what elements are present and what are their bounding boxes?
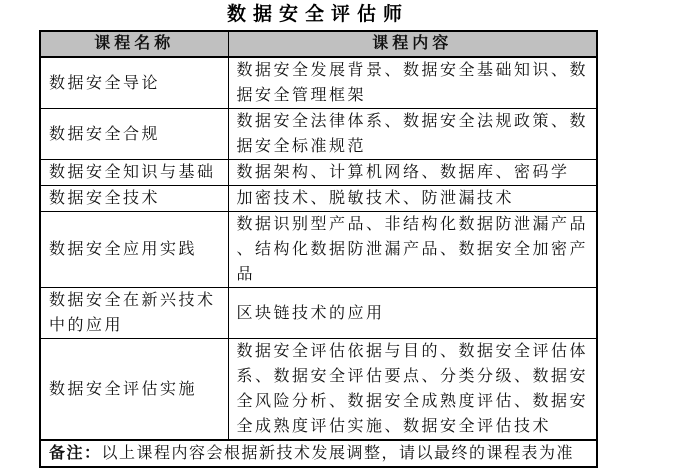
course-content-cell: 区块链技术的应用 xyxy=(228,288,597,339)
note-text: 以上课程内容会根据新技术发展调整，请以最终的课程表为准 xyxy=(101,445,575,462)
note-cell xyxy=(40,440,597,467)
note-row xyxy=(40,440,597,467)
course-content-cell: 数据识别型产品、非结构化数据防泄漏产品、结构化数据防泄漏产品、数据安全加密产品 xyxy=(228,212,597,288)
course-content-cell: 数据安全评估依据与目的、数据安全评估体系、数据安全评估要点、分类分级、数据安全风险分析、数据安全成熟度评估、数据安全成熟度评估实施、数据安全评估技术 xyxy=(228,339,597,441)
course-name-cell: 数据安全合规 xyxy=(40,109,228,160)
course-content-cell: 数据安全发展背景、数据安全基础知识、数据安全管理框架 xyxy=(228,57,597,109)
course-name-cell: 数据安全技术 xyxy=(40,186,228,212)
table-row xyxy=(40,288,597,339)
table-row xyxy=(40,109,597,160)
course-content-cell: 数据架构、计算机网络、数据库、密码学 xyxy=(228,160,597,186)
course-name-cell: 数据安全应用实践 xyxy=(40,212,228,288)
page-title: 数据安全评估师 xyxy=(226,4,409,25)
note-label: 备注： xyxy=(49,445,102,462)
course-name-cell: 数据安全评估实施 xyxy=(40,339,228,441)
course-name-cell: 数据安全知识与基础 xyxy=(40,160,228,186)
header-course-content: 课程内容 xyxy=(228,31,597,57)
course-content-cell: 数据安全法律体系、数据安全法规政策、数据安全标准规范 xyxy=(228,109,597,160)
table-header-row xyxy=(40,31,597,57)
table-row xyxy=(40,212,597,288)
header-course-name: 课程名称 xyxy=(40,31,228,57)
table-row xyxy=(40,57,597,109)
course-content-cell: 加密技术、脱敏技术、防泄漏技术 xyxy=(228,186,597,212)
course-name-cell: 数据安全导论 xyxy=(40,57,228,109)
table-row xyxy=(40,186,597,212)
document xyxy=(39,0,597,468)
course-table xyxy=(39,30,598,468)
table-row xyxy=(40,160,597,186)
course-name-cell: 数据安全在新兴技术中的应用 xyxy=(40,288,228,339)
table-row xyxy=(40,339,597,441)
